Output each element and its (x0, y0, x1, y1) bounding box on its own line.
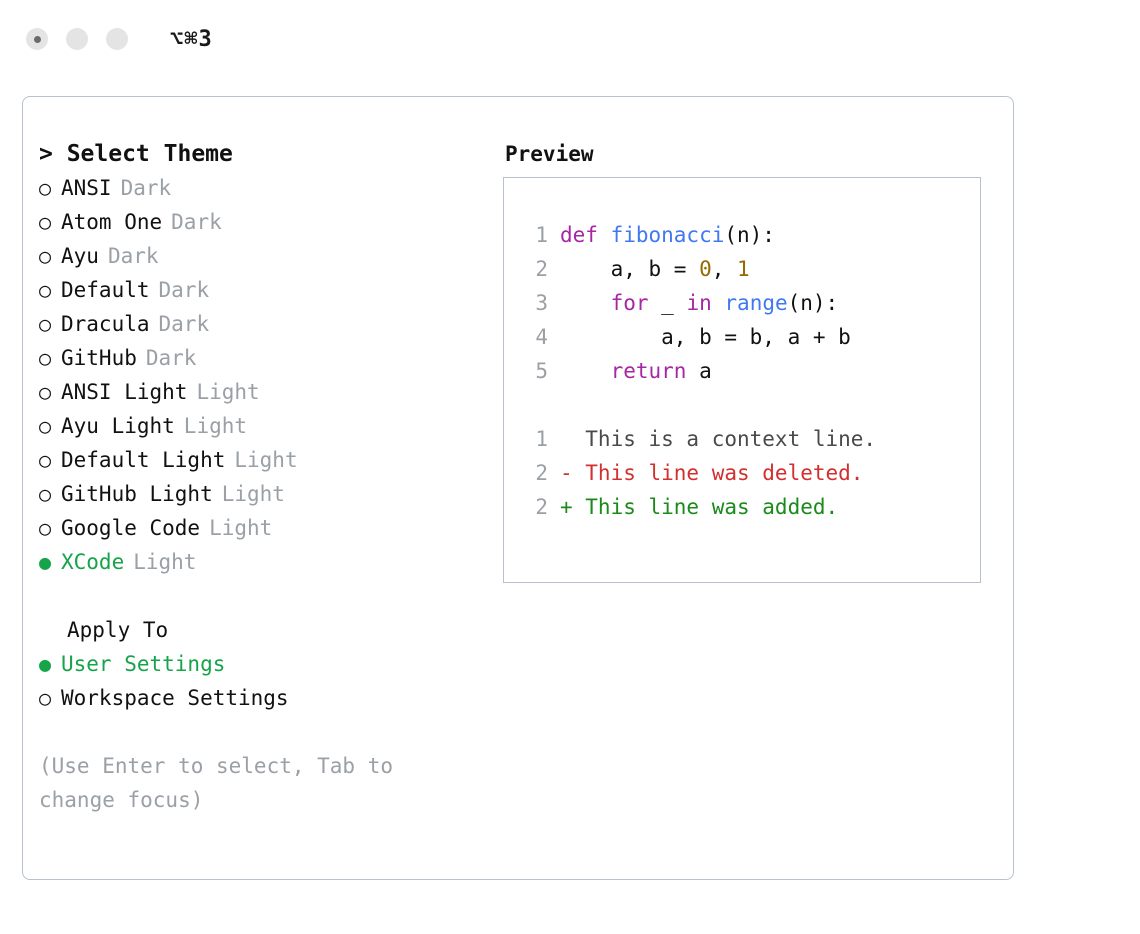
code-token: fibonacci (610, 223, 725, 247)
radio-unselected-icon: ○ (39, 414, 52, 438)
theme-variant-label: Dark (107, 244, 159, 268)
theme-option[interactable] (39, 511, 485, 545)
line-number: 1 (535, 223, 548, 247)
diff-line (522, 490, 980, 524)
theme-variant-label: Dark (120, 176, 172, 200)
theme-option-label: Ayu Light (61, 414, 175, 438)
theme-option-label: ANSI Light (61, 380, 188, 404)
theme-option-label: Dracula (61, 312, 150, 336)
code-line (522, 252, 980, 286)
theme-option[interactable] (39, 341, 485, 375)
code-line (522, 354, 980, 388)
theme-option[interactable] (39, 239, 485, 273)
window-minimize-dot[interactable] (66, 28, 88, 50)
theme-option-label: Ayu (61, 244, 99, 268)
theme-variant-label: Dark (145, 346, 197, 370)
radio-unselected-icon: ○ (39, 346, 52, 370)
theme-option-label: Default (61, 278, 150, 302)
theme-variant-label: Light (196, 380, 260, 404)
apply-to-heading: Apply To (67, 618, 169, 642)
theme-variant-label: Light (183, 414, 248, 438)
window-zoom-dot[interactable] (106, 28, 128, 50)
radio-unselected-icon: ○ (39, 278, 52, 302)
theme-option[interactable] (39, 409, 485, 443)
shortcut-label: ⌥⌘3 (170, 26, 213, 52)
diff-line (522, 456, 980, 490)
radio-unselected-icon: ○ (39, 482, 52, 506)
code-line (522, 218, 980, 252)
theme-option-label: GitHub (61, 346, 137, 370)
theme-variant-label: Dark (158, 312, 210, 336)
theme-option-label: Google Code (61, 516, 201, 540)
theme-option[interactable] (39, 273, 485, 307)
radio-unselected-icon: ○ (39, 244, 52, 268)
apply-to-option-list[interactable] (39, 647, 485, 715)
code-token: range (724, 291, 788, 315)
diff-preview (522, 422, 980, 524)
theme-option[interactable] (39, 205, 485, 239)
code-token: (n): (724, 223, 775, 247)
theme-variant-label: Light (221, 482, 285, 506)
titlebar (0, 0, 1140, 78)
apply-to-option-label: User Settings (61, 652, 226, 676)
code-line (522, 320, 980, 354)
theme-option-label: Default Light (61, 448, 226, 472)
theme-variant-label: Light (234, 448, 298, 472)
line-number: 5 (535, 359, 548, 383)
theme-option-label: Atom One (61, 210, 163, 234)
code-token: a, b = (560, 257, 700, 281)
radio-unselected-icon: ○ (39, 686, 52, 710)
keyboard-hint: (Use Enter to select, Tab to change focus) (39, 754, 406, 812)
line-number: 1 (535, 427, 548, 451)
code-token: (n): (787, 291, 839, 315)
radio-selected-icon: ● (39, 652, 52, 676)
code-token: def (560, 223, 611, 247)
line-number: 4 (535, 325, 548, 349)
select-theme-heading: > Select Theme (39, 141, 233, 167)
theme-option[interactable] (39, 307, 485, 341)
preview-heading: Preview (505, 142, 594, 166)
radio-selected-icon: ● (39, 550, 52, 574)
theme-list-column (23, 137, 485, 817)
theme-variant-label: Light (133, 550, 197, 574)
radio-unselected-icon: ○ (39, 380, 52, 404)
theme-option-list[interactable] (39, 171, 485, 579)
theme-option[interactable] (39, 171, 485, 205)
code-token (560, 291, 611, 315)
code-token: , (711, 257, 738, 281)
line-number: 2 (535, 495, 548, 519)
theme-variant-label: Dark (171, 210, 222, 234)
code-line (522, 286, 980, 320)
code-token: _ (648, 291, 687, 315)
code-token: a, b = b, a + b (560, 325, 851, 349)
theme-variant-label: Dark (158, 278, 210, 302)
theme-option-label: XCode (61, 550, 125, 574)
diff-line (522, 422, 980, 456)
apply-to-option-label: Workspace Settings (61, 686, 289, 710)
line-number: 2 (535, 461, 548, 485)
code-token (712, 291, 725, 315)
diff-text: + This line was added. (560, 495, 839, 519)
theme-variant-label: Light (209, 516, 273, 540)
radio-unselected-icon: ○ (39, 516, 52, 540)
code-token: a (686, 359, 712, 383)
preview-box (503, 177, 981, 583)
code-token: 1 (737, 257, 750, 281)
radio-unselected-icon: ○ (39, 176, 52, 200)
apply-to-option[interactable] (39, 647, 485, 681)
theme-option[interactable] (39, 545, 485, 579)
theme-option[interactable] (39, 477, 485, 511)
code-token: 0 (699, 257, 712, 281)
theme-option[interactable] (39, 443, 485, 477)
apply-to-option[interactable] (39, 681, 485, 715)
code-preview (522, 218, 980, 388)
code-token: in (686, 291, 712, 315)
theme-option-label: GitHub Light (61, 482, 213, 506)
code-token: for (610, 291, 649, 315)
radio-unselected-icon: ○ (39, 312, 52, 336)
line-number: 2 (535, 257, 548, 281)
window-close-dot[interactable] (26, 28, 48, 50)
preview-column (485, 137, 1013, 817)
theme-picker-panel (22, 96, 1014, 880)
radio-unselected-icon: ○ (39, 448, 52, 472)
code-token: return (610, 359, 687, 383)
diff-text: This is a context line. (560, 427, 877, 451)
theme-option[interactable] (39, 375, 485, 409)
code-token (560, 359, 611, 383)
theme-option-label: ANSI (61, 176, 112, 200)
diff-text: - This line was deleted. (560, 461, 864, 485)
radio-unselected-icon: ○ (39, 210, 52, 234)
line-number: 3 (535, 291, 548, 315)
